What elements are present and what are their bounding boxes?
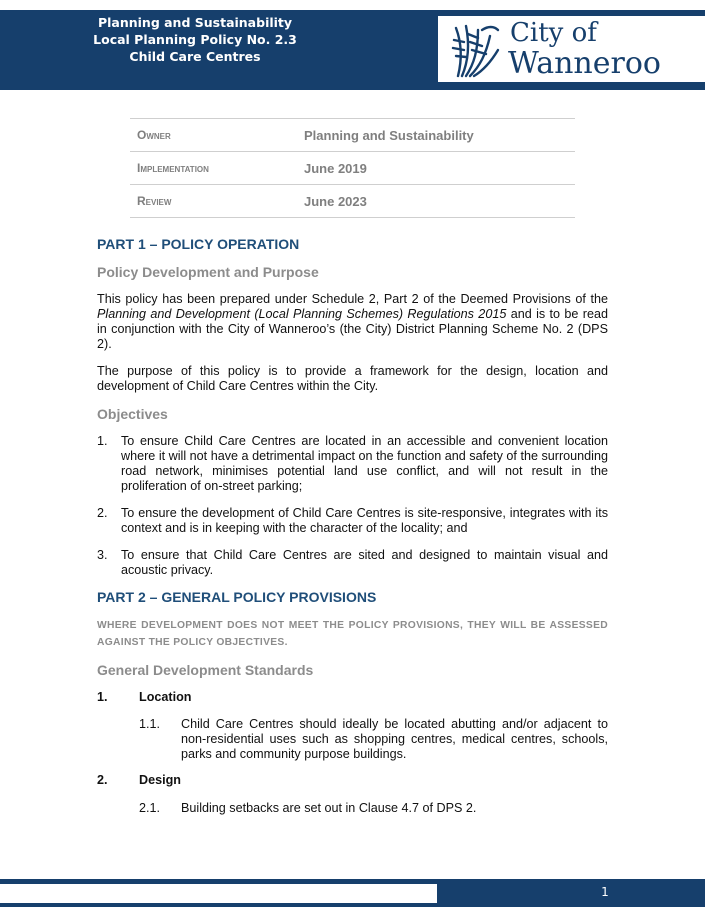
objective-text: To ensure the development of Child Care Centres is site-responsive, integrates with its context and is in keeping with the character of the locality; and xyxy=(121,506,608,535)
part2-heading-block xyxy=(97,589,608,605)
standard-2-1-text: Building setbacks are set out in Clause 4.7 of DPS 2. xyxy=(181,801,477,815)
objective-number: 2. xyxy=(97,506,108,520)
standard-1-1-block xyxy=(97,717,608,762)
page-number: 1 xyxy=(601,885,609,899)
objective-text: To ensure that Child Care Centres are sited and designed to maintain visual and acoustic privacy. xyxy=(121,548,608,577)
meta-key: Review xyxy=(130,185,297,218)
objectives-heading: Objectives xyxy=(97,406,168,422)
standard-1-1-number: 1.1. xyxy=(139,717,161,731)
part2-note-block xyxy=(97,617,608,651)
objectives-list xyxy=(97,434,608,578)
meta-row xyxy=(130,185,575,218)
header-line-2: Local Planning Policy No. 2.3 xyxy=(93,32,297,47)
standard-2-heading xyxy=(97,773,608,789)
objectives-heading-block xyxy=(97,406,608,422)
meta-key: Owner xyxy=(130,119,297,152)
footer-white-strip xyxy=(0,884,437,903)
meta-row xyxy=(130,152,575,185)
header-line-1: Planning and Sustainability xyxy=(97,15,293,30)
standards-heading: General Development Standards xyxy=(97,662,314,678)
header-titles xyxy=(0,14,390,65)
standard-2-1-number: 2.1. xyxy=(139,801,161,815)
standards-heading-block xyxy=(97,662,608,678)
logo-wanneroo-text: Wanneroo xyxy=(508,46,661,81)
part1-subtitle-block xyxy=(97,264,608,280)
part2-title: PART 2 – GENERAL POLICY PROVISIONS xyxy=(97,589,377,605)
policy-development-heading: Policy Development and Purpose xyxy=(97,264,319,280)
banksia-logo-icon xyxy=(448,20,504,78)
standard-1-number: 1. xyxy=(97,690,108,704)
list-item xyxy=(97,434,608,494)
logo-city-text: City of xyxy=(510,18,597,48)
part1-para1-block xyxy=(97,292,608,352)
para1-regulation-italic: Planning and Development (Local Planning Schemes) Regulations 2015 xyxy=(97,307,507,321)
city-logo xyxy=(438,16,705,82)
standard-1-1 xyxy=(97,717,608,762)
part1-title: PART 1 – POLICY OPERATION xyxy=(97,236,300,252)
standard-2-1 xyxy=(97,801,608,816)
standard-1-label: Location xyxy=(139,690,192,704)
standard-1-1-text: Child Care Centres should ideally be located abutting and/or adjacent to non-residential uses such as shopping centres, medical centres, schools, parks and community purpose buildings. xyxy=(181,717,608,761)
part2-note: WHERE DEVELOPMENT DOES NOT MEET THE POLICY PROVISIONS, THEY WILL BE ASSESSED AGAINST THE POLICY OBJECTIVES. xyxy=(97,620,608,648)
header-line-3: Child Care Centres xyxy=(129,49,261,64)
meta-value: June 2019 xyxy=(297,152,575,185)
para1-text-b: and is to be read in conjunction with the City of Wanneroo’s (the City) District Planning Scheme No. 2 (DPS 2). xyxy=(97,307,608,351)
standard-1-heading xyxy=(97,690,608,706)
policy-meta-table xyxy=(130,118,575,218)
part1-heading-block xyxy=(97,236,608,252)
meta-value: Planning and Sustainability xyxy=(297,119,575,152)
list-item xyxy=(97,548,608,578)
standard-2-1-block xyxy=(97,801,608,816)
objective-text: To ensure Child Care Centres are located in an accessible and convenient location where it will not have a detrimental impact on the function and safety of the surrounding road network, minimises potential land use conflict, and will not result in the proliferation of on-street parking; xyxy=(121,434,608,493)
part1-paragraph-1 xyxy=(97,292,608,352)
meta-value: June 2023 xyxy=(297,185,575,218)
objective-number: 1. xyxy=(97,434,108,448)
meta-key: Implementation xyxy=(130,152,297,185)
para1-text-a: This policy has been prepared under Schedule 2, Part 2 of the Deemed Provisions of the xyxy=(97,292,608,306)
meta-row xyxy=(130,119,575,152)
list-item xyxy=(97,506,608,536)
standard-2-label: Design xyxy=(139,773,181,787)
part1-paragraph-2: The purpose of this policy is to provide a framework for the design, location and development of Child Care Centres within the City. xyxy=(97,364,608,393)
standard-2-number: 2. xyxy=(97,773,108,787)
objectives-block xyxy=(97,434,608,590)
part1-para2-block xyxy=(97,364,608,394)
objective-number: 3. xyxy=(97,548,108,562)
